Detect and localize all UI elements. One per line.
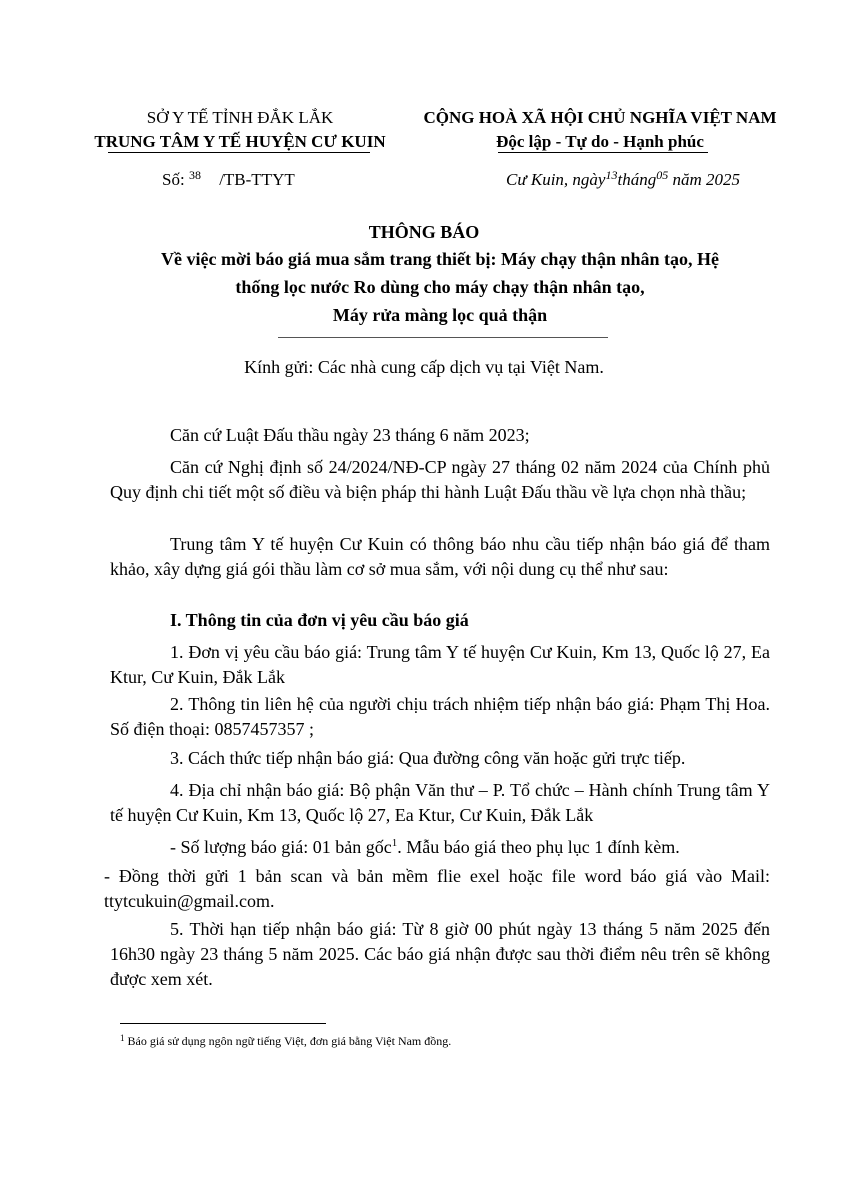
agency-header <box>60 106 420 154</box>
doc-number-label: Số: <box>162 170 185 189</box>
legal-basis-1: Căn cứ Luật Đấu thầu ngày 23 tháng 6 năm 2023; <box>170 425 530 445</box>
date-month: 05 <box>656 168 669 182</box>
quantity-text: - Số lượng báo giá: 01 bản gốc <box>170 837 392 857</box>
intro-paragraph: Trung tâm Y tế huyện Cư Kuin có thông báo nhu cầu tiếp nhận báo giá để tham khảo, xây dựng giá gói thầu làm cơ sở mua sắm, với nội dung cụ thể như sau: <box>110 534 770 579</box>
subtitle-line-2: thống lọc nước Ro dùng cho máy chạy thận nhân tạo, <box>235 277 645 297</box>
section-heading-1: I. Thông tin của đơn vị yêu cầu báo giá <box>170 610 469 630</box>
quantity-line <box>110 831 770 860</box>
legal-basis-2: Căn cứ Nghị định số 24/2024/NĐ-CP ngày 27 tháng 02 năm 2024 của Chính phủ Quy định chi tiết một số điều và biện pháp thi hành Luật Đấu thầu về lựa chọn nhà thầu; <box>110 457 770 502</box>
item-3: 3. Cách thức tiếp nhận báo giá: Qua đường công văn hoặc gửi trực tiếp. <box>170 748 686 768</box>
national-name: CỘNG HOÀ XÃ HỘI CHỦ NGHĨA VIỆT NAM <box>423 108 777 127</box>
email-line: - Đồng thời gửi 1 bản scan và bản mềm flie exel hoặc file word báo giá vào Mail: ttytcukuin@gmail.com. <box>104 866 770 911</box>
date-month-label: tháng <box>617 170 657 189</box>
place-date <box>506 168 740 190</box>
document-subtitle <box>110 245 770 329</box>
place-date-prefix: Cư Kuin, ngày <box>506 170 606 189</box>
recipient-line: Kính gửi: Các nhà cung cấp dịch vụ tại Việt Nam. <box>244 357 604 377</box>
item-4: 4. Địa chỉ nhận báo giá: Bộ phận Văn thư – P. Tổ chức – Hành chính Trung tâm Y tế huyện Cư Kuin, Km 13, Quốc lộ 27, Ea Ktur, Cư Kuin, Đắk Lắk <box>110 780 770 825</box>
date-day: 13 <box>605 168 618 182</box>
national-motto: Độc lập - Tự do - Hạnh phúc <box>496 132 704 151</box>
item-2: 2. Thông tin liên hệ của người chịu trách nhiệm tiếp nhận báo giá: Phạm Thị Hoa. Số điện thoại: 0857457357 ; <box>110 694 770 739</box>
national-header <box>400 106 800 154</box>
item-5: 5. Thời hạn tiếp nhận báo giá: Từ 8 giờ 00 phút ngày 13 tháng 5 năm 2025 đến 16h30 ngày 23 tháng 5 năm 2025. Các báo giá nhận được sau thời điểm nêu trên sẽ không được xem xét. <box>110 919 770 989</box>
footnote <box>120 1033 780 1049</box>
footnote-ref: 1 <box>391 837 398 849</box>
doc-number-value: 38 <box>188 168 201 182</box>
document-title: THÔNG BÁO <box>368 222 480 242</box>
doc-number <box>162 168 295 190</box>
subtitle-line-3: Máy rửa màng lọc quả thận <box>332 305 548 325</box>
motto-underline <box>498 152 708 153</box>
footnote-rule <box>120 1023 326 1024</box>
agency-underline <box>108 152 370 153</box>
agency-name: TRUNG TÂM Y TẾ HUYỆN CƯ KUIN <box>94 132 386 151</box>
agency-parent: SỞ Y TẾ TỈNH ĐẮK LẮK <box>146 108 334 127</box>
date-year: năm 2025 <box>672 170 740 189</box>
item-1: 1. Đơn vị yêu cầu báo giá: Trung tâm Y tế huyện Cư Kuin, Km 13, Quốc lộ 27, Ea Ktur, Cư Kuin, Đắk Lắk <box>110 642 770 687</box>
footnote-marker: 1 <box>120 1033 125 1043</box>
quantity-rest: . Mẫu báo giá theo phụ lục 1 đính kèm. <box>397 837 680 857</box>
title-rule <box>278 337 608 338</box>
subtitle-line-1: Về việc mời báo giá mua sắm trang thiết bị: Máy chạy thận nhân tạo, Hệ <box>161 249 719 269</box>
doc-number-suffix: /TB-TTYT <box>219 170 295 189</box>
footnote-text: Báo giá sử dụng ngôn ngữ tiếng Việt, đơn giá bằng Việt Nam đồng. <box>127 1034 452 1048</box>
